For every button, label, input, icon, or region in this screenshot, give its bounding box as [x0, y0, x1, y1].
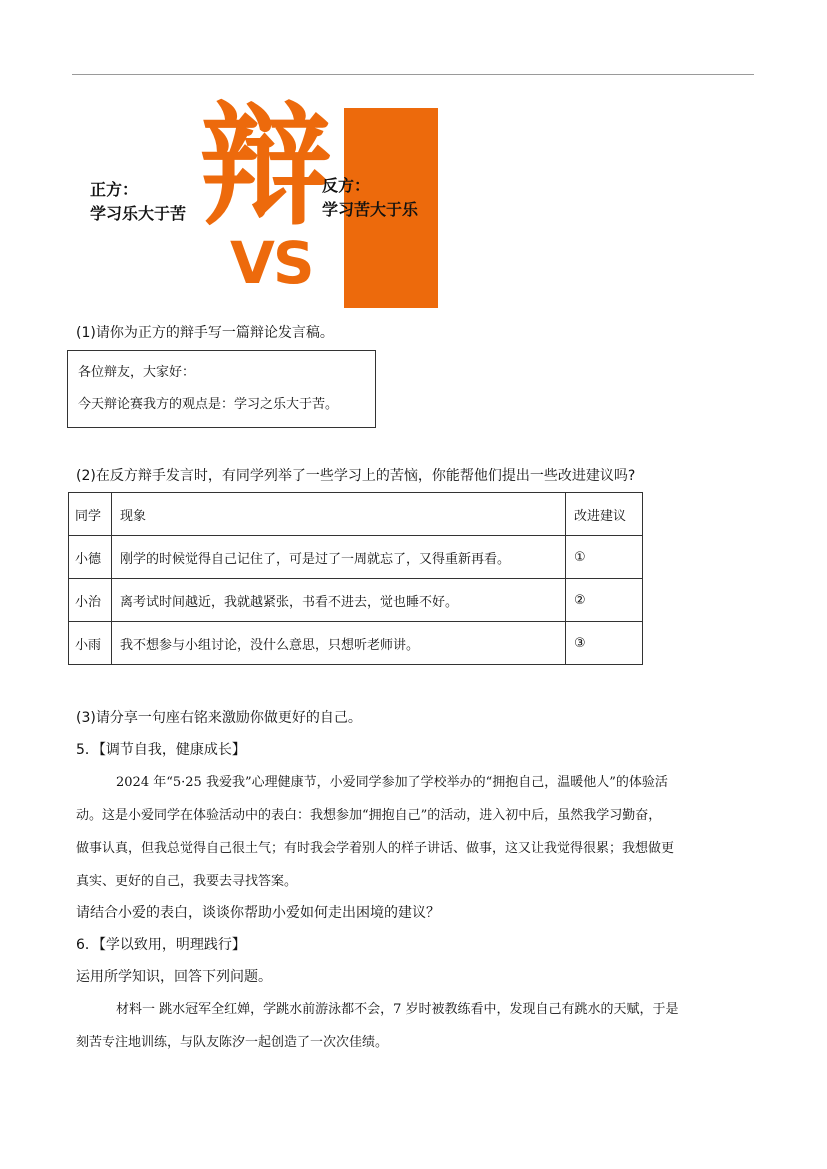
table-row	[69, 622, 643, 665]
debate-poster	[86, 90, 438, 308]
row-student: 小治	[69, 579, 112, 622]
q5-para-line: 动。这是小爱同学在体验活动中的表白：我想参加“拥抱自己”的活动，进入初中后，虽然我学习勤奋，	[76, 808, 662, 823]
table-row	[69, 536, 643, 579]
suggestion-table	[68, 492, 643, 665]
q3-prompt: (3)请分享一句座右铭来激励你做更好的自己。	[76, 710, 362, 726]
header-student: 同学	[69, 493, 112, 536]
q2-prompt: (2)在反方辩手发言时，有同学列举了一些学习上的苦恼，你能帮他们提出一些改进建议吗?	[76, 468, 636, 484]
pro-claim: 学习乐大于苦	[90, 204, 187, 223]
row-suggestion	[566, 579, 643, 622]
speech-line-1: 各位辩友，大家好：	[78, 365, 196, 380]
con-claim: 学习苦大于乐	[322, 200, 419, 219]
q6-material-line: 刻苦专注地训练，与队友陈汐一起创造了一次次佳绩。	[76, 1035, 389, 1050]
q5-title: 5．【调节自我，健康成长】	[76, 742, 246, 758]
q6-title: 6．【学以致用，明理践行】	[76, 937, 246, 953]
row-suggestion	[566, 536, 643, 579]
q5-para-line: 做事认真，但我总觉得自己很土气；有时我会学着别人的样子讲话、做事，这又让我觉得很累；我想做更	[76, 841, 675, 856]
q1-prompt: (1)请你为正方的辩手写一篇辩论发言稿。	[76, 325, 334, 341]
q6-material-line: 材料一 跳水冠军全红婵，学跳水前游泳都不会，7 岁时被教练看中，发现自己有跳水的天赋，于是	[116, 1002, 679, 1017]
table-row	[69, 579, 643, 622]
con-label: 反方：	[322, 176, 371, 195]
row-issue: 离考试时间越近，我就越紧张，书看不进去，觉也睡不好。	[112, 579, 566, 622]
answer-blank: ①	[574, 549, 586, 565]
answer-blank: ②	[574, 592, 586, 608]
answer-blank: ③	[574, 635, 586, 651]
pro-label: 正方：	[90, 180, 139, 199]
q5-para-line: 真实、更好的自己，我要去寻找答案。	[76, 874, 298, 889]
speech-line-2: 今天辩论赛我方的观点是：学习之乐大于苦。	[78, 397, 339, 412]
speech-box	[67, 350, 376, 428]
q5-question: 请结合小爱的表白，谈谈你帮助小爱如何走出困境的建议？	[76, 905, 440, 921]
header-rule	[72, 74, 754, 75]
row-student: 小雨	[69, 622, 112, 665]
poster-debate-character: 辩	[200, 90, 326, 244]
row-suggestion	[566, 622, 643, 665]
poster-con-side	[322, 174, 418, 222]
q5-para-line: 2024 年“5·25 我爱我”心理健康节，小爱同学参加了学校举办的“拥抱自己，温暖他人”的体验活	[116, 775, 668, 790]
header-suggestion: 改进建议	[566, 493, 643, 536]
row-student: 小德	[69, 536, 112, 579]
row-issue: 我不想参与小组讨论，没什么意思，只想听老师讲。	[112, 622, 566, 665]
q6-intro: 运用所学知识，回答下列问题。	[76, 969, 272, 985]
row-issue: 刚学的时候觉得自己记住了，可是过了一周就忘了，又得重新再看。	[112, 536, 566, 579]
header-issue: 现象	[112, 493, 566, 536]
poster-pro-side	[90, 178, 186, 226]
poster-vs: VS	[230, 229, 313, 297]
table-header-row	[69, 493, 643, 536]
